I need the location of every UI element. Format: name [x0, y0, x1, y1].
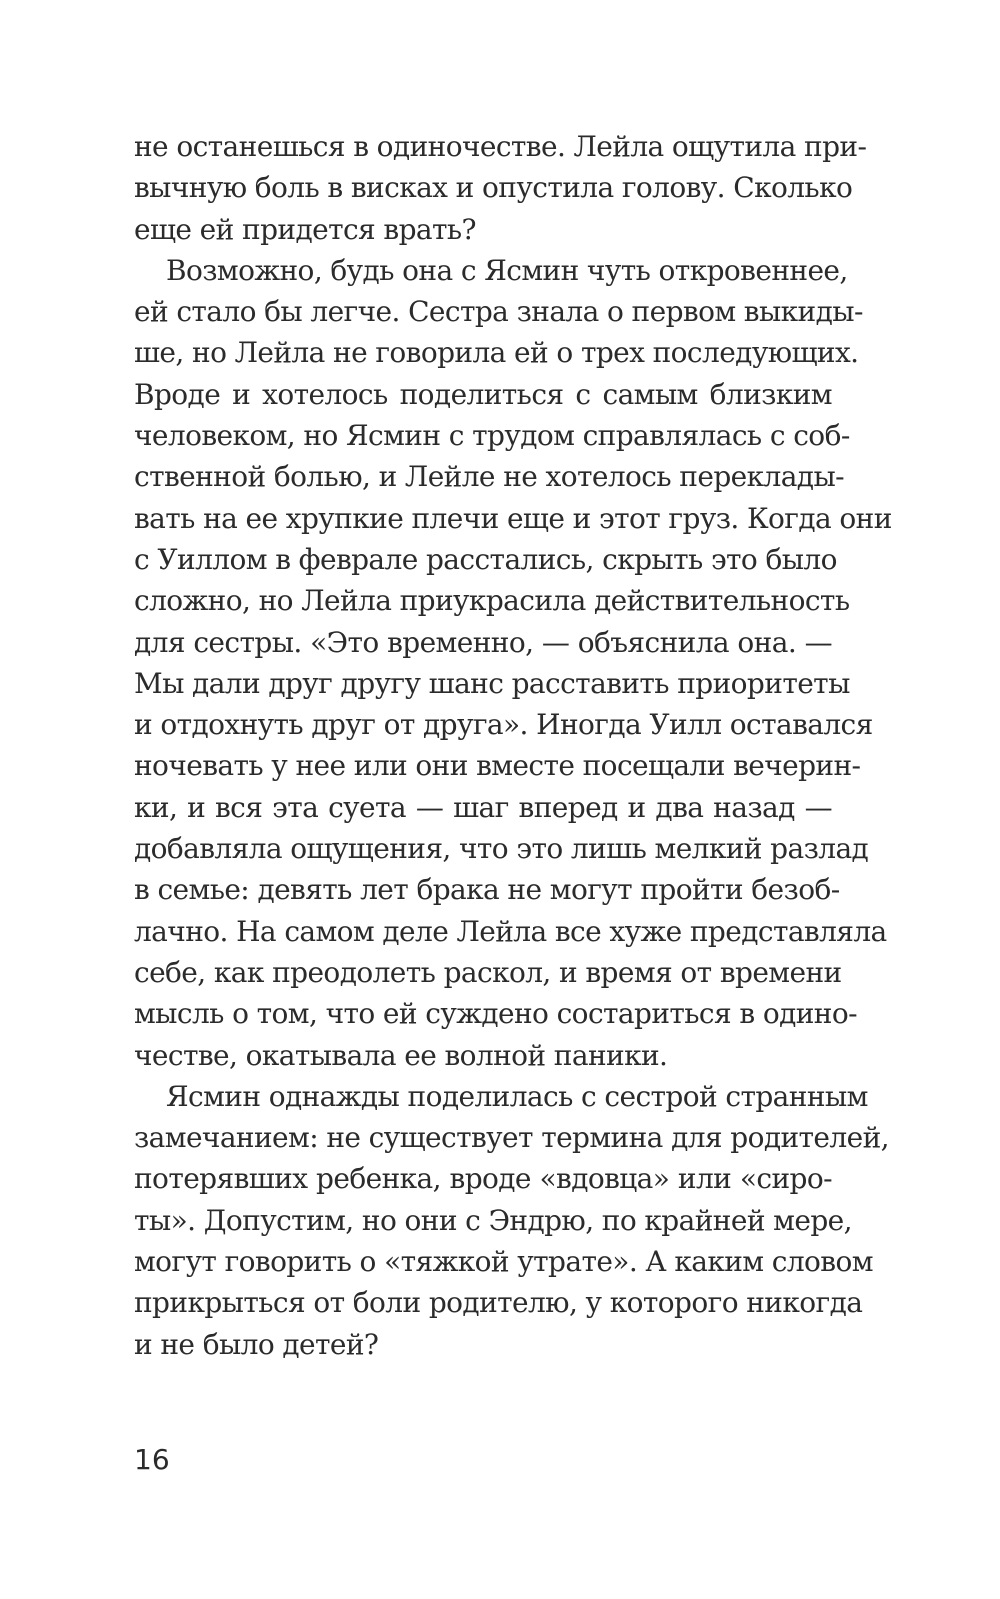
- text-line: честве, окатывала ее волной паники.: [134, 1038, 668, 1072]
- text-line: сложно, но Лейла приукрасила действительность: [134, 584, 850, 618]
- text-line: вать на ее хрупкие плечи еще и этот груз. Когда они: [134, 501, 892, 535]
- text-line: не останешься в одиночестве. Лейла ощутила при-: [134, 130, 867, 163]
- text-line: Возможно, будь она с Ясмин чуть откровеннее,: [166, 253, 848, 287]
- text-line: могут говорить о «тяжкой утрате». А каким словом: [134, 1245, 873, 1279]
- text-line: ей стало бы легче. Сестра знала о первом выкиды-: [134, 295, 863, 329]
- text-line: ты». Допустим, но они с Эндрю, по крайней мере,: [134, 1203, 852, 1237]
- text-line: человеком, но Ясмин с трудом справлялась с соб-: [134, 419, 850, 453]
- text-line: себе, как преодолеть раскол, и время от времени: [134, 955, 842, 989]
- text-line: Вроде и хотелось поделиться с самым близким: [134, 377, 832, 411]
- text-line: вычную боль в висках и опустила голову. Сколько: [134, 171, 853, 205]
- body-text: [134, 126, 892, 1365]
- text-line: в семье: девять лет брака не могут пройти безоб-: [134, 873, 840, 907]
- text-line: мысль о том, что ей суждено состариться в одино-: [134, 997, 857, 1031]
- text-line: с Уиллом в феврале расстались, скрыть это было: [134, 542, 837, 576]
- text-line: и не было детей?: [134, 1327, 379, 1361]
- text-line: ки, и вся эта суета — шаг вперед и два назад —: [134, 790, 832, 824]
- text-line: Ясмин однажды поделилась с сестрой странным: [166, 1079, 868, 1113]
- text-line: прикрыться от боли родителю, у которого никогда: [134, 1286, 863, 1320]
- text-line: и отдохнуть друг от друга». Иногда Уилл оставался: [134, 708, 873, 742]
- text-line: добавляла ощущения, что это лишь мелкий разлад: [134, 832, 869, 866]
- text-line: лачно. На самом деле Лейла все хуже представляла: [134, 914, 887, 948]
- text-line: еще ей придется врать?: [134, 212, 476, 246]
- text-line: потерявших ребенка, вроде «вдовца» или «сиро-: [134, 1162, 832, 1196]
- page-number: 16: [134, 1443, 170, 1476]
- text-line: для сестры. «Это временно, — объяснила она. —: [134, 625, 832, 659]
- text-line: ственной болью, и Лейле не хотелось переклады-: [134, 460, 844, 494]
- text-line: ше, но Лейла не говорила ей о трех последующих.: [134, 336, 859, 370]
- text-line: ночевать у нее или они вместе посещали вечерин-: [134, 749, 861, 783]
- text-line: замечанием: не существует термина для родителей,: [134, 1121, 889, 1155]
- text-line: Мы дали друг другу шанс расставить приоритеты: [134, 666, 850, 700]
